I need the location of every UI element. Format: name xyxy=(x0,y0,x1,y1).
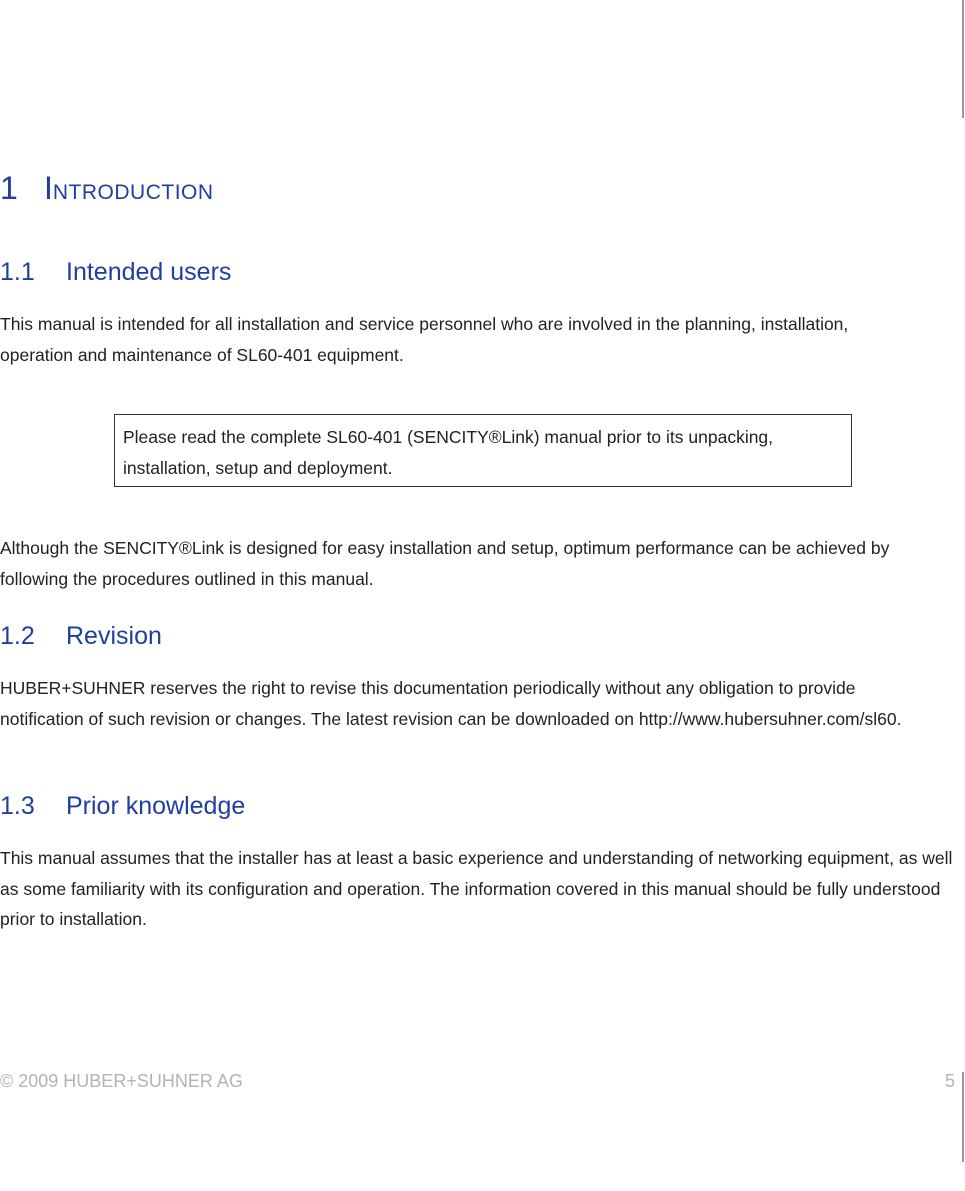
page-edge-line-top xyxy=(962,0,964,118)
revision-paragraph: HUBER+SUHNER reserves the right to revise this documentation periodically without any obligation to provide notification of such revision or changes. The latest revision can be downloaded on http://www.hubersuhner.com/sl60. xyxy=(0,678,902,729)
section-title-text: Intended users xyxy=(66,258,232,286)
notice-box: Please read the complete SL60-401 (SENCITY®Link) manual prior to its unpacking, installation, setup and deployment. xyxy=(114,414,852,487)
intended-users-paragraph: This manual is intended for all installation and service personnel who are involved in the planning, installation, operation and maintenance of SL60-401 equipment. xyxy=(0,314,849,365)
section-number: 1.2 xyxy=(0,622,35,650)
chapter-title-initial: I xyxy=(44,170,53,206)
section-title-intended-users xyxy=(0,258,231,287)
prior-knowledge-paragraph: This manual assumes that the installer has at least a basic experience and understanding of networking equipment, as well as some familiarity with its configuration and operation. The information covered in this manual should be fully understood prior to installation. xyxy=(0,848,953,929)
footer-page-number: 5 xyxy=(944,1071,955,1091)
section-title-prior-knowledge xyxy=(0,792,245,821)
chapter-title xyxy=(0,170,214,207)
chapter-number: 1 xyxy=(0,170,18,206)
section-number: 1.3 xyxy=(0,792,35,820)
section-number: 1.1 xyxy=(0,258,35,286)
page-edge-line-bottom xyxy=(962,1072,964,1162)
section-title-text: Prior knowledge xyxy=(66,792,246,820)
design-paragraph: Although the SENCITY®Link is designed for easy installation and setup, optimum performance can be achieved by following the procedures outlined in this manual. xyxy=(0,538,890,589)
section-title-text: Revision xyxy=(66,622,162,650)
section-title-revision xyxy=(0,622,162,651)
chapter-title-rest: NTRODUCTION xyxy=(52,181,214,204)
footer-copyright: © 2009 HUBER+SUHNER AG xyxy=(0,1071,243,1091)
